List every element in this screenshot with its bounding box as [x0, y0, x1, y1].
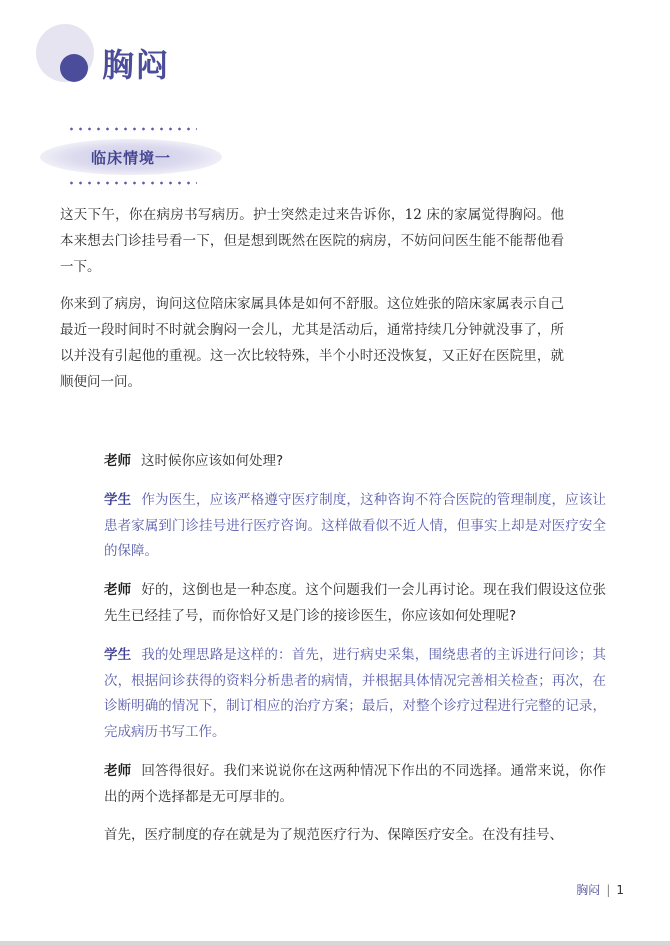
- narrative-paragraph: 这天下午，你在病房书写病历。护士突然走过来告诉你，12 床的家属觉得胸闷。他本来想去门诊挂号看一下，但是想到既然在医院的病房，不妨问问医生能不能帮他看一下。: [60, 207, 564, 275]
- dialogue-text: 我的处理思路是这样的：首先，进行病史采集，围绕患者的主诉进行问诊；其次，根据问诊获得的资料分析患者的病情，并根据具体情况完善相关检查；再次，在诊断明确的情况下，制订相应的治疗方案；最后，对整个诊疗过程进行完整的记录，完成病历书写工作。: [104, 647, 606, 740]
- dialogue-text: 作为医生，应该严格遵守医疗制度，这种咨询不符合医院的管理制度，应该让患者家属到门诊挂号进行医疗咨询。这样做看似不近人情，但事实上却是对医疗安全的保障。: [104, 492, 606, 559]
- dialogue-student: [104, 643, 606, 745]
- dialogue-text: 回答得很好。我们来说说你在这两种情况下作出的不同选择。通常来说，你作出的两个选择都是无可厚非的。: [104, 763, 606, 805]
- continuation-paragraph: 首先，医疗制度的存在就是为了规范医疗行为、保障医疗安全。在没有挂号、: [104, 827, 563, 843]
- scenario-badge: [40, 139, 222, 175]
- speaker-label: 学生: [104, 492, 132, 508]
- footer-section: 胸闷: [576, 883, 601, 897]
- speaker-label: 老师: [104, 453, 131, 469]
- dialogue-text: 好的，这倒也是一种态度。这个问题我们一会儿再讨论。现在我们假设这位张先生已经挂了号，而你恰好又是门诊的接诊医生，你应该如何处理呢?: [104, 582, 606, 624]
- dotted-divider-bottom: [67, 181, 197, 185]
- narrative-paragraph: 你来到了病房，询问这位陪床家属具体是如何不舒服。这位姓张的陪床家属表示自己最近一段时间时不时就会胸闷一会儿，尤其是活动后，通常持续几分钟就没事了，所以并没有引起他的重视。这一次比较特殊，半个小时还没恢复，又正好在医院里，就顺便问一问。: [60, 296, 564, 390]
- decorative-circle-small: [60, 54, 88, 82]
- speaker-label: 老师: [104, 763, 132, 779]
- dialogue-text: 这时候你应该如何处理?: [141, 453, 284, 469]
- speaker-label: 学生: [104, 647, 132, 663]
- speaker-label: 老师: [104, 582, 132, 598]
- bottom-edge: [0, 941, 670, 945]
- dialogue-teacher: [104, 759, 606, 810]
- chapter-title: 胸闷: [102, 46, 171, 84]
- footer-separator: |: [606, 882, 611, 897]
- page-footer: [576, 881, 624, 898]
- dialogue-teacher: [104, 578, 606, 629]
- dialogue-teacher: [104, 449, 606, 475]
- dialogue-student: [104, 488, 606, 565]
- page-number: 1: [616, 882, 624, 897]
- dotted-divider-top: [67, 127, 197, 131]
- scenario-label: 临床情境一: [90, 148, 171, 167]
